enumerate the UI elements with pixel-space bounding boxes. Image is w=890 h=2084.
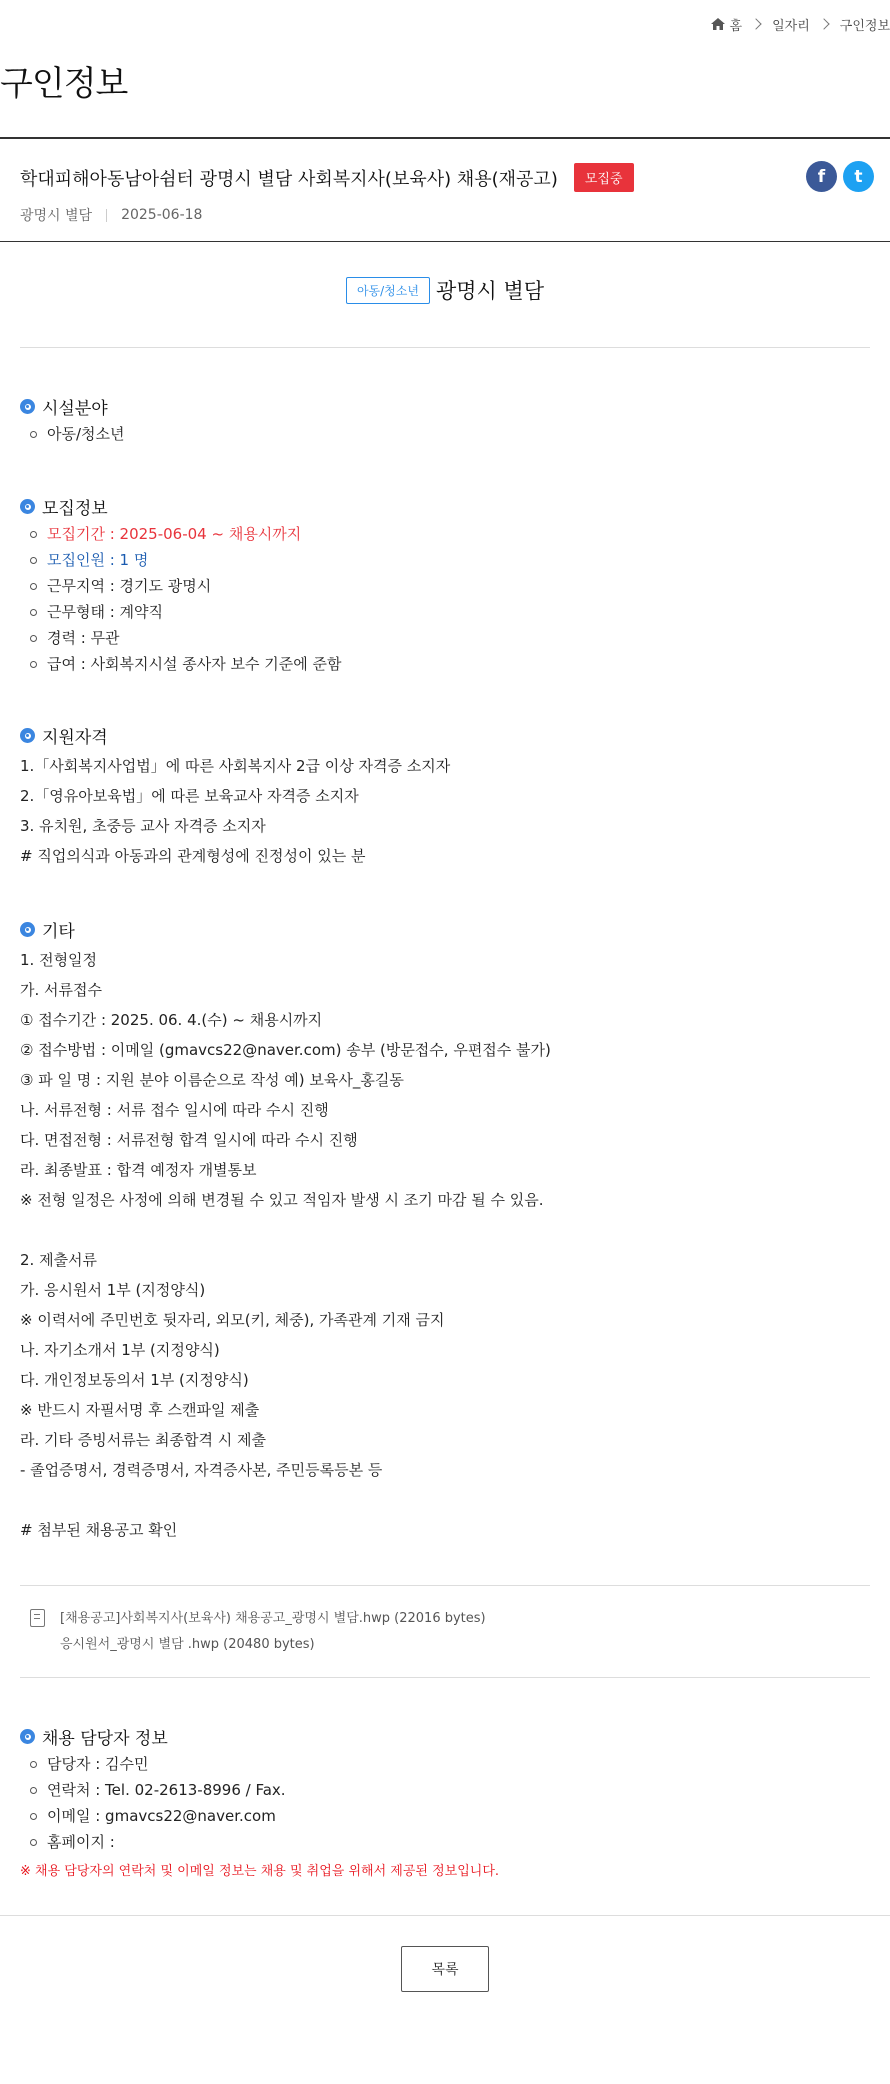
twitter-icon[interactable]: t — [843, 161, 874, 192]
meta-divider — [106, 209, 107, 222]
target-bullet-icon — [20, 922, 35, 937]
list-item: 근무형태 : 계약직 — [30, 599, 341, 625]
text-line: # 첨부된 채용공고 확인 — [20, 1521, 178, 1539]
status-badge: 모집중 — [574, 163, 634, 192]
list-item: 연락처 : Tel. 02-2613-8996 / Fax. — [30, 1777, 286, 1803]
org-name: 광명시 별담 — [435, 279, 545, 303]
home-icon[interactable] — [711, 18, 725, 30]
post-title-row — [20, 163, 634, 192]
text-line: - 졸업증명서, 경력증명서, 자격증사본, 주민등록등본 등 — [20, 1461, 383, 1479]
section-heading-text: 기타 — [42, 922, 75, 942]
target-bullet-icon — [20, 1729, 35, 1744]
text-line: 2. 제출서류 — [20, 1251, 98, 1269]
list-button[interactable]: 목록 — [401, 1946, 489, 1992]
text-line: 라. 기타 증빙서류는 최종합격 시 제출 — [20, 1431, 266, 1449]
breadcrumb — [711, 14, 890, 34]
section-heading-contact — [20, 1724, 168, 1749]
recruit-list — [30, 521, 341, 677]
file-icon — [30, 1609, 45, 1627]
text-line — [20, 1215, 551, 1245]
chevron-right-icon — [750, 18, 761, 29]
target-bullet-icon — [20, 728, 35, 743]
text-line: 나. 자기소개서 1부 (지정양식) — [20, 1341, 220, 1359]
section-divider — [20, 1585, 870, 1586]
list-item: 급여 : 사회복지시설 종사자 보수 기준에 준함 — [30, 651, 341, 677]
attachment-link[interactable]: 응시원서_광명시 별담 .hwp (20480 bytes) — [60, 1637, 315, 1652]
breadcrumb-jobs[interactable]: 일자리 — [772, 18, 810, 34]
section-heading-text: 모집정보 — [42, 499, 108, 519]
section-heading-field — [20, 394, 108, 419]
text-line: ③ 파 일 명 : 지원 분야 이름순으로 작성 예) 보육사_홍길동 — [20, 1071, 404, 1089]
text-line: 3. 유치원, 초중등 교사 자격증 소지자 — [20, 817, 266, 835]
text-line: 2.「영유아보육법」에 따른 보육교사 자격증 소지자 — [20, 787, 359, 805]
text-line: 라. 최종발표 : 합격 예정자 개별통보 — [20, 1161, 257, 1179]
text-line: ※ 전형 일정은 사정에 의해 변경될 수 있고 적임자 발생 시 조기 마감 될 수 있음. — [20, 1191, 544, 1209]
list-item: 이메일 : gmavcs22@naver.com — [30, 1803, 286, 1829]
section-heading-recruit — [20, 494, 108, 519]
list-item: 아동/청소년 — [30, 421, 125, 447]
org-line — [0, 275, 890, 305]
text-line — [20, 1485, 551, 1515]
list-item: 경력 : 무관 — [30, 625, 341, 651]
post-date: 2025-06-18 — [121, 207, 203, 223]
text-line: 다. 개인정보동의서 1부 (지정양식) — [20, 1371, 249, 1389]
recruit-headcount: 모집인원 : 1 명 — [30, 547, 341, 573]
text-line: ① 접수기간 : 2025. 06. 4.(수) ~ 채용시까지 — [20, 1011, 323, 1029]
post-title: 학대피해아동남아쉼터 광명시 별담 사회복지사(보육사) 채용(재공고) — [20, 168, 558, 190]
footer-divider — [0, 1915, 890, 1916]
text-line: ② 접수방법 : 이메일 (gmavcs22@naver.com) 송부 (방문접수, 우편접수 불가) — [20, 1041, 551, 1059]
text-line: ※ 이력서에 주민번호 뒷자리, 외모(키, 체중), 가족관계 기재 금지 — [20, 1311, 445, 1329]
text-line: 가. 서류접수 — [20, 981, 102, 999]
section-divider — [20, 347, 870, 348]
breadcrumb-home[interactable]: 홈 — [729, 18, 743, 34]
chevron-right-icon — [818, 18, 829, 29]
breadcrumb-current[interactable]: 구인정보 — [839, 18, 890, 34]
section-heading-etc — [20, 917, 75, 942]
text-line: 나. 서류전형 : 서류 접수 일시에 따라 수시 진행 — [20, 1101, 329, 1119]
post-meta — [20, 205, 202, 225]
section-heading-text: 채용 담당자 정보 — [42, 1729, 168, 1749]
facebook-icon[interactable]: f — [806, 161, 837, 192]
recruit-period: 모집기간 : 2025-06-04 ~ 채용시까지 — [30, 521, 341, 547]
list-item: 담당자 : 김수민 — [30, 1751, 286, 1777]
category-badge: 아동/청소년 — [346, 277, 430, 304]
text-line: 1.「사회복지사업법」에 따른 사회복지사 2급 이상 자격증 소지자 — [20, 757, 451, 775]
etc-text — [20, 945, 551, 1545]
contact-notice: ※ 채용 담당자의 연락처 및 이메일 정보는 채용 및 취업을 위해서 제공된 정보입니다. — [20, 1864, 500, 1879]
section-divider — [20, 1677, 870, 1678]
post-org: 광명시 별담 — [20, 208, 93, 224]
section-heading-qualification — [20, 723, 108, 748]
list-item: 근무지역 : 경기도 광명시 — [30, 573, 341, 599]
text-line: ※ 반드시 자필서명 후 스캔파일 제출 — [20, 1401, 260, 1419]
target-bullet-icon — [20, 499, 35, 514]
attachment-link[interactable]: [채용공고]사회복지사(보육사) 채용공고_광명시 별담.hwp (22016 bytes) — [60, 1611, 486, 1626]
text-line: 다. 면접전형 : 서류전형 합격 일시에 따라 수시 진행 — [20, 1131, 358, 1149]
text-line: # 직업의식과 아동과의 관계형성에 진정성이 있는 분 — [20, 847, 366, 865]
page-title: 구인정보 — [0, 64, 128, 104]
contact-list — [30, 1751, 286, 1855]
text-line: 가. 응시원서 1부 (지정양식) — [20, 1281, 206, 1299]
share-buttons — [806, 161, 874, 192]
section-heading-text: 지원자격 — [42, 728, 108, 748]
list-item: 홈페이지 : — [30, 1829, 286, 1855]
post-header — [0, 139, 890, 242]
field-list — [30, 421, 125, 447]
target-bullet-icon — [20, 399, 35, 414]
section-heading-text: 시설분야 — [42, 399, 108, 419]
text-line: 1. 전형일정 — [20, 951, 98, 969]
qualification-text — [20, 751, 450, 871]
